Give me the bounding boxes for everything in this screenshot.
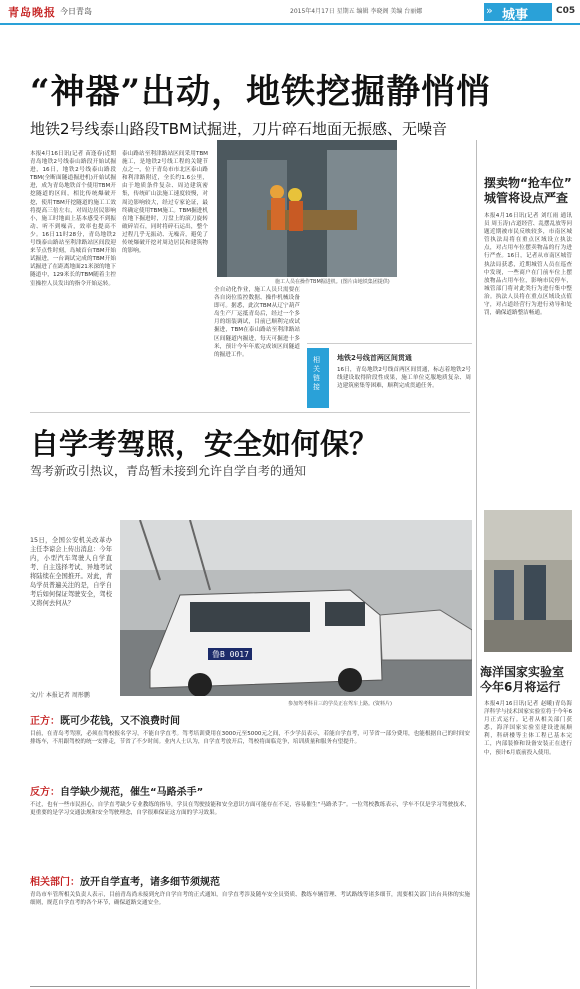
bottom-rule [30, 986, 470, 987]
section-pro-text: 目前，在青岛考驾照，必须在驾校报名学习，不能自学直考。驾考培训费用在3000元至5000元之间，不少学员表示，若能自学直考，可节省一部分费用，也能根据自己的时间安排练车，不用跟驾校的统一安排走，节省了不少时间。业内人士认为，自学直考放开后，驾校将面临竞争，培训质量和服务有望提升。 [30, 731, 470, 746]
section-dept-text: 青岛市车管所相关负责人表示，目前青岛尚未接到允许自学自考的正式通知，自学直考涉及随车安全员资质、教练车辆管理、考试路线等诸多细节，需要相关部门出台具体的实施细则，规范自学直考的各个环节，确保道路交通安全。 [30, 892, 470, 907]
related-text: 16日，青岛地铁2号线首两区间贯通，标志着地铁2号线建设取得阶段性成果，施工单位克服地质复杂、周边建筑密集等困难，顺利完成贯通任务。 [337, 367, 471, 390]
section-tag: 城事 [502, 8, 529, 23]
section-dept-title: 放开自学直考，诸多细节须规范 [80, 877, 220, 888]
section-dept-heading [30, 873, 220, 888]
story2-headline: 自学考驾照，安全如何保？ [30, 427, 379, 461]
right-headline-2: 海洋国家实验室 今年6月将运行 [480, 665, 565, 694]
right-photo [484, 510, 572, 652]
story2-lead: 15日，全国公安机关改革办主任李谅会上传出消息：今年内，小型汽车驾驶人自学直考、自主选择考试、异地考试将陆续在全国推开。对此，青岛学员普遍关注的是，自学自考后如何保证驾驶安全，驾校又将何去何从？ [30, 537, 112, 607]
story2-photo-caption: 参加驾考科目三的学员正在驾车上路。(资料片) [288, 701, 392, 707]
story1-photo-caption: 施工人员在操作TBM掘进机。(图片由地铁集团提供) [275, 279, 390, 285]
section-con-key: 反方： [30, 787, 60, 798]
right-headline-1: 摆卖物“抢车位” 城管将设点严查 [484, 176, 572, 205]
story1-photo [217, 140, 397, 277]
section-dept-key: 相关部门： [30, 877, 80, 888]
column-divider [476, 140, 477, 989]
related-divider [307, 343, 472, 344]
section-con-heading [30, 783, 203, 798]
story1-subhead: 地铁2号线泰山路段TBM试掘进，刀片碎石地面无振感、无噪音 [30, 120, 447, 138]
story2-subhead: 驾考新政引热议，青岛暂未接到允许自学自考的通知 [30, 464, 307, 478]
story1-column-2: 泰山路站至利津路站区间采用TBM施工，是地铁2号线工程的关键节点之一，位于青岛市市北区泰山路和利津路附近，全长约1.6公里，由于地质条件复杂、周边建筑密集，传统矿山法施工速度较慢，对周边影响较大，经过专家论证，最终确定使用TBM施工。TBM掘进机在地下掘进时，刀盘上的滚刀旋转破碎岩石，同时将碎石运出，整个过程几乎无振动、无噪音，避免了传统爆破开挖对周边居民和建筑物的影响。 [122, 151, 208, 255]
section-pro-key: 正方： [30, 716, 60, 727]
newspaper-logo: 青岛晚报 [8, 6, 56, 19]
license-plate: 鲁B 0017 [212, 650, 249, 659]
header-rule [0, 23, 580, 25]
story1-column-1: 本报4月16日讯(记者 苗逢春)近期青岛地铁2号线泰山路段开始试掘进，16日，地铁2号线泰山路段TBM(全断面隧道掘进机)开始试掘进，成为青岛地铁首个使用TBM开挖隧道的区间，相比传统爆破开挖，使用TBM开挖隧道的施工工效将提高三倍左右，对周边居民影响小，施工时地面上基本感受不到振动、听不到噪音，效率也提高不少。16日11时28分，青岛地铁2号线泰山路站至利津路站区间段迎来节点性时刻，岛城首台TBM开始试掘进，一台调试完成的TBM开始试掘进了在距离地面21米深的地下隧道中，129米长的TBM随着主控室操控人员发出的指令开始运转。 [30, 151, 116, 287]
right-text-2: 本报4月16日讯(记者 赵曦)青岛海洋科学与技术国家实验室将于今年6月正式运行。记者从相关部门获悉，海洋国家实验室建设进展顺利，科研楼等主体工程已基本完工，内部装修和设备安装正在进行中，预计6月底前投入使用。 [484, 701, 572, 756]
related-tab-label: 相关链接 [313, 356, 320, 391]
section-pro-title: 既可少花钱，又不浪费时间 [60, 716, 180, 727]
story1-column-3: 全自动化作业，施工人员只需要在各自岗位监控数据、操作机械设备即可。据悉，此次TBM从辽宁葫芦岛生产厂运抵青岛后，经过一个多月的组装调试，目前已顺利完成试掘进，TBM在泰山路站至利津路站区间隧道内掘进，每天可掘进十多米，预计今年年底完成该区间隧道的掘进工作。 [214, 287, 300, 358]
story2-photo [120, 520, 472, 696]
right-text-1: 本报4月16日讯(记者 刘红雨 通讯员 周玉涛)占道经营、乱摆乱放等问题近期被市民反映较多，市南区城管执法局将在重点区域设立执法点，对占用车位摆卖物品的行为进行严查。16日，记者从市南区城管执法局获悉，近期城管人员在巡查中发现，一些商户在门前车位上摆放物品占用车位，影响市民停车，城管部门将对此类行为进行集中整治。执法人员将在重点区域设点值守，对占道经营行为进行劝导和处罚，确保道路整洁畅通。 [484, 213, 572, 317]
double-chevron-icon: » [486, 4, 493, 17]
issue-meta: 2015年4月17日 星期五 编辑 李晓阁 美编 台丽娜 [290, 8, 423, 15]
section-con-text: 不过，也有一些市民担心，自学直考缺少专业教练的指导，学员在驾驶技能和安全意识方面可能存在不足，容易催生“马路杀手”。一位驾校教练表示，学车不仅是学习驾驶技术，更重要的是学习交通法规和安全驾驶理念，自学很难保证这方面的学习效果。 [30, 802, 470, 817]
section-pro-heading [30, 712, 180, 727]
related-title: 地铁2号线首两区间贯通 [337, 354, 412, 362]
story2-byline: 文/片 本报记者 周彤鹏 [30, 692, 90, 699]
section-label: 今日青岛 [60, 7, 92, 16]
story1-headline: “神器”出动，地铁挖掘静悄悄 [30, 72, 492, 112]
section-con-title: 自学缺少规范，催生“马路杀手” [60, 787, 204, 798]
story2-divider [30, 412, 470, 413]
page-number: C05 [556, 6, 576, 16]
